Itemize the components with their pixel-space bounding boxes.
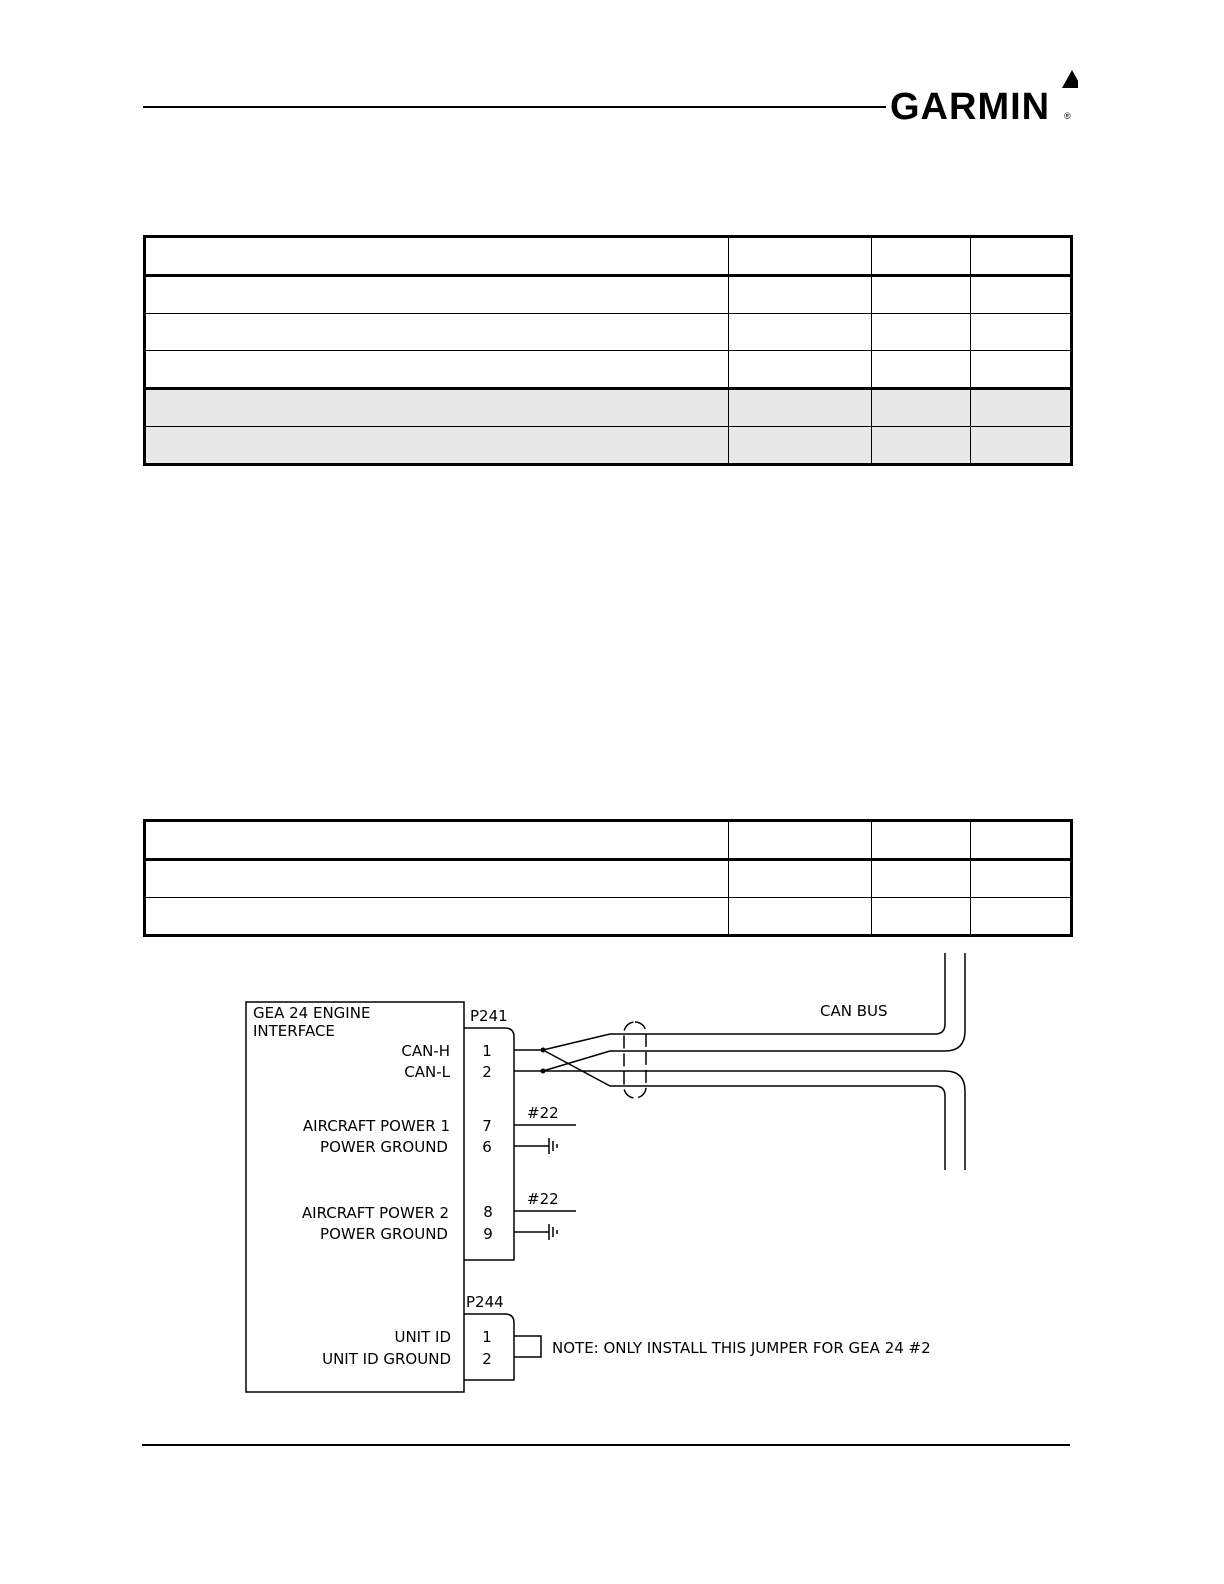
table-row-shaded <box>145 389 1072 427</box>
table-header-row <box>145 821 1072 860</box>
jumper-note: NOTE: ONLY INSTALL THIS JUMPER FOR GEA 24 #2 <box>552 1339 931 1357</box>
table-row <box>145 898 1072 936</box>
garmin-logo <box>888 66 1078 131</box>
signal-label: POWER GROUND <box>320 1225 448 1243</box>
ground-icon <box>514 1224 557 1240</box>
table-row <box>145 351 1072 389</box>
wiring-diagram <box>0 940 1224 1410</box>
pin-table-bottom <box>143 819 1073 937</box>
unit-title-line2: INTERFACE <box>253 1022 335 1040</box>
signal-label: CAN-H <box>401 1042 450 1060</box>
table-row-shaded <box>145 427 1072 465</box>
junction-dot <box>541 1048 546 1053</box>
connector-label-p244: P244 <box>466 1293 504 1311</box>
ground-icon <box>514 1138 557 1154</box>
can-bus-label: CAN BUS <box>820 1002 888 1020</box>
table-row <box>145 276 1072 314</box>
table-row <box>145 860 1072 898</box>
signal-label: UNIT ID <box>394 1328 451 1346</box>
garmin-wordmark: GARMIN <box>890 86 1051 126</box>
signal-label: UNIT ID GROUND <box>322 1350 451 1368</box>
signal-label: AIRCRAFT POWER 1 <box>302 1117 450 1135</box>
unit-id-jumper <box>514 1336 541 1357</box>
can-bus-trunk <box>935 953 965 1170</box>
signal-label: POWER GROUND <box>320 1138 448 1156</box>
unit-title-line1: GEA 24 ENGINE <box>253 1004 371 1022</box>
connector-label-p241: P241 <box>470 1007 508 1025</box>
pin-number: 1 <box>482 1042 492 1060</box>
garmin-logo-mark <box>888 66 1078 126</box>
pin-number: 6 <box>482 1138 492 1156</box>
table-row <box>145 314 1072 351</box>
pin-number: 1 <box>482 1328 492 1346</box>
pin-number: 8 <box>483 1203 493 1221</box>
footer-rule <box>142 1444 1070 1446</box>
wire-gauge-label: #22 <box>527 1190 559 1208</box>
pin-number: 9 <box>483 1225 493 1243</box>
wire-gauge-label: #22 <box>527 1104 559 1122</box>
table-header-row <box>145 237 1072 276</box>
pin-number: 2 <box>482 1063 492 1081</box>
signal-label: CAN-L <box>404 1063 450 1081</box>
header-rule <box>143 106 886 108</box>
pin-number: 7 <box>482 1117 492 1135</box>
pin-number: 2 <box>482 1350 492 1368</box>
junction-dot <box>541 1069 546 1074</box>
can-twisted-pair <box>514 1034 945 1086</box>
garmin-triangle-icon <box>1062 70 1078 88</box>
signal-label: AIRCRAFT POWER 2 <box>301 1204 449 1222</box>
pin-table-top <box>143 235 1073 466</box>
registered-mark: ® <box>1064 111 1071 121</box>
connector-p244 <box>464 1314 514 1380</box>
